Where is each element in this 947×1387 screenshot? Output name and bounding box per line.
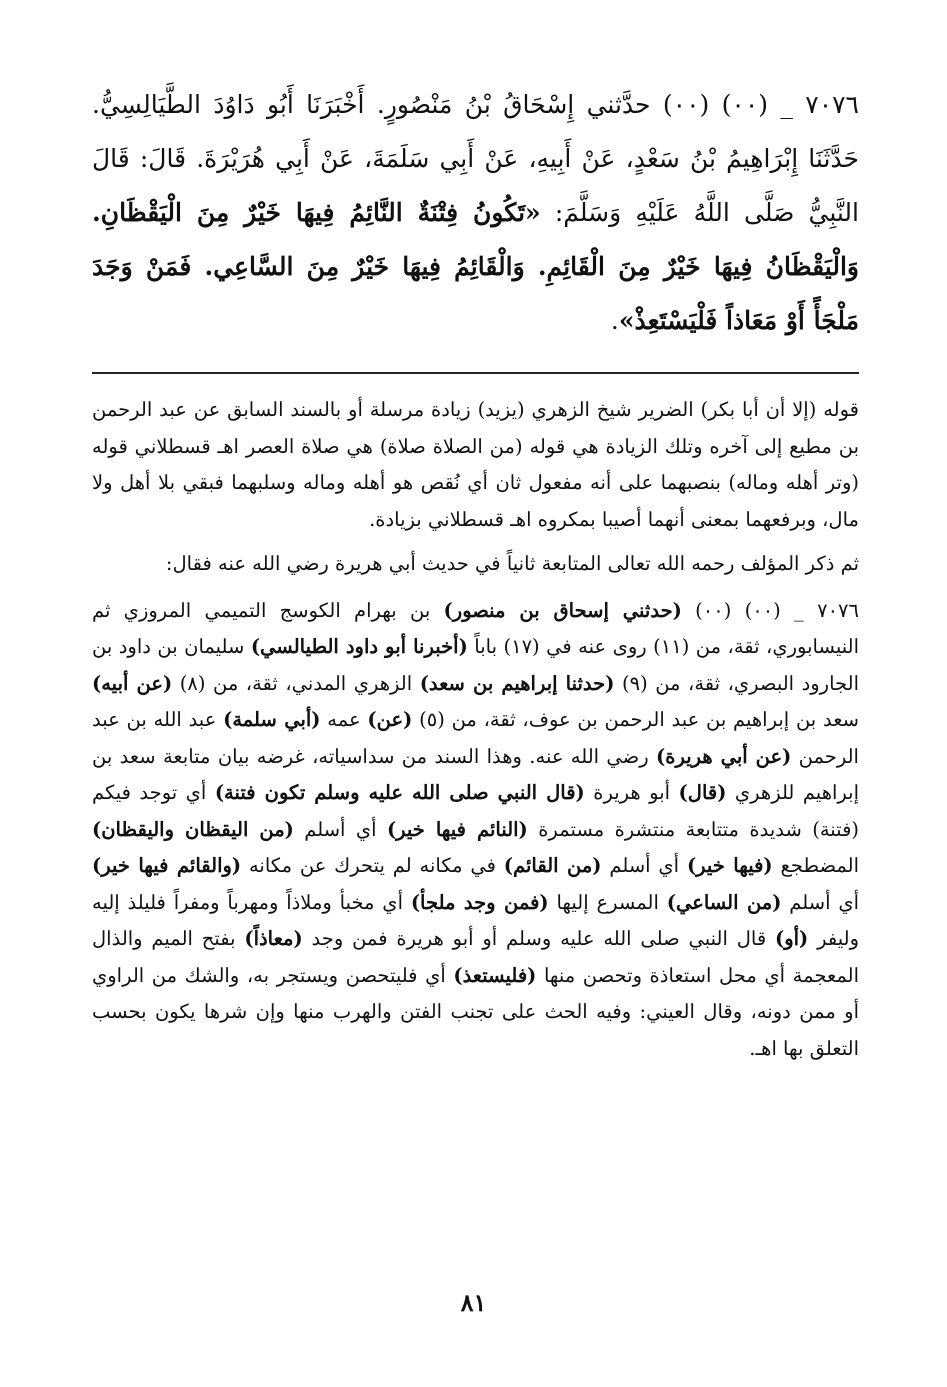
- hadith-end: .: [610, 306, 619, 335]
- bold-quote-segment: (فليستعذ): [453, 963, 537, 987]
- text-segment: بن بهرام الكوسج التميمي المروزي ثم النيسابوري، ثقة، من (١١) روى عنه في (١٧) باباً: [92, 598, 859, 658]
- bold-quote-segment: (النائم فيها خير): [386, 817, 528, 841]
- bold-quote-segment: (من الساعي): [666, 890, 782, 914]
- text-segment: ٧٠٧٦ _ (٠٠) (٠٠): [681, 598, 859, 622]
- page-number: ٨١: [460, 1288, 487, 1317]
- bold-quote-segment: (عن أبيه): [92, 671, 173, 695]
- text-segment: عبد الله بن عبد الرحمن: [92, 708, 859, 768]
- bold-quote-segment: (معاذاً): [244, 927, 303, 950]
- bold-quote-segment: (حدثنا إبراهيم بن سعد): [419, 671, 615, 695]
- bold-quote-segment: (من اليقظان واليقظان): [92, 817, 294, 841]
- text-segment: رضي الله عنه. وهذا السند من سداسياته، غرضه بيان متابعة سعد بن إبراهيم للزهري: [92, 744, 859, 804]
- text-segment: أي توجد فيكم (فتنة) شديدة متتابعة منتشرة مستمرة: [92, 781, 859, 841]
- bold-quote-segment: (عن أبي هريرة): [656, 744, 792, 768]
- bold-quote-segment: (فمن وجد ملجأ): [410, 890, 549, 914]
- commentary-paragraph-2: ثم ذكر المؤلف رحمه الله تعالى المتابعة ثانياً في حديث أبي هريرة رضي الله عنه فقال:: [165, 552, 859, 575]
- bold-quote-segment: (قال النبي صلى الله عليه وسلم تكون فتنة): [214, 781, 585, 804]
- bold-quote-segment: (أبي سلمة): [223, 708, 321, 731]
- commentary-paragraph-3: [92, 593, 859, 1068]
- bold-quote-segment: (من القائم): [503, 854, 602, 877]
- text-segment: أي فليتحصن ويستجر به، والشك من الراوي أو ممن دونه، وقال العيني: وفيه الحث على تجنب الفتن والهرب منها وإن شرها يكون بحسب التعلق بها اهـ.: [92, 963, 859, 1060]
- bold-quote-segment: (عن): [367, 708, 413, 731]
- hadith-matn: «تَكُونُ فِتْنَةٌ النَّائِمُ فِيهَا خَيْرٌ مِنَ الْيَقْظَانِ. وَالْيَقْظَانُ فِيهَا خَيْرٌ مِنَ الْقَائِمِ. وَالْقَائِمُ فِيهَا خَيْرٌ مِنَ السَّاعِي. فَمَنْ وَجَدَ مَلْجَأً أَوْ مَعَاذاً فَلْيَسْتَعِذْ»: [92, 198, 859, 335]
- bold-quote-segment: (فيها خير): [686, 854, 773, 877]
- hadith-isnad: ٧٠٧٦ _ (٠٠) (٠٠) حدَّثني إِسْحَاقُ بْنُ مَنْصُورٍ. أَخْبَرَنَا أَبُو دَاوُدَ الطَّيَالِسِيُّ. حَدَّثَنَا إِبْرَاهِيمُ بْنُ سَعْدٍ، عَنْ أَبِيهِ، عَنْ أَبِي سَلَمَةَ، عَنْ أَبِي هُرَيْرَةَ. قَالَ: قَالَ النَّبِيُّ صَلَّى اللَّهُ عَلَيْهِ وَسَلَّمَ:: [92, 90, 859, 227]
- text-segment: الزهري المدني، ثقة، من (٨): [172, 671, 420, 695]
- hadith-text: [92, 78, 859, 348]
- bold-quote-segment: (أخبرنا أبو داود الطيالسي): [250, 635, 468, 658]
- text-segment: أي أسلم: [781, 890, 859, 914]
- text-segment: سليمان بن داود بن الجارود البصري، ثقة، من (٩): [92, 635, 859, 695]
- text-segment: أي أسلم: [293, 817, 387, 841]
- commentary-paragraph-1: قوله (إلا أن أبا بكر) الضرير شيخ الزهري (يزيد) زيادة مرسلة أو بالسند السابق عن عبد الرحمن بن مطيع إلى آخره وتلك الزيادة هي قوله (من الصلاة صلاة) هي صلاة العصر اهـ قسطلاني قوله (وتر أهله وماله) بنصبهما على أنه مفعول ثان أي نُقص هو أهله وماله وسلبهما فبقي بلا أهل ولا مال، وبرفعهما بمعنى أنهما أصيبا بمكروه اهـ قسطلاني بزيادة.: [92, 398, 859, 531]
- text-segment: أي أسلم: [601, 854, 687, 877]
- text-segment: بفتح الميم والذال المعجمة أي محل استعاذة وتحصن منها: [92, 927, 859, 987]
- text-segment: قال النبي صلى الله عليه وسلم أو أبو هريرة فمن وجد: [302, 927, 775, 950]
- bold-quote-segment: (حدثني إسحاق بن منصور): [443, 598, 682, 622]
- text-segment: المسرع إليها: [548, 890, 667, 914]
- text-segment: المضطجع: [772, 854, 859, 877]
- text-segment: أبو هريرة: [584, 781, 679, 804]
- text-segment: عمه: [320, 708, 368, 731]
- separator-line: [92, 372, 859, 374]
- bold-quote-segment: (أو): [775, 927, 809, 950]
- bold-quote-segment: (والقائم فيها خير): [92, 854, 242, 877]
- text-segment: في مكانه لم يتحرك عن مكانه: [241, 854, 504, 877]
- text-segment: أي مخبأ وملاذاً ومهرباً ومفراً فليلذ إليه وليفر: [92, 890, 859, 950]
- text-segment: سعد بن إبراهيم بن عبد الرحمن بن عوف، ثقة، من (٥): [412, 708, 859, 731]
- bold-quote-segment: (قال): [678, 781, 727, 804]
